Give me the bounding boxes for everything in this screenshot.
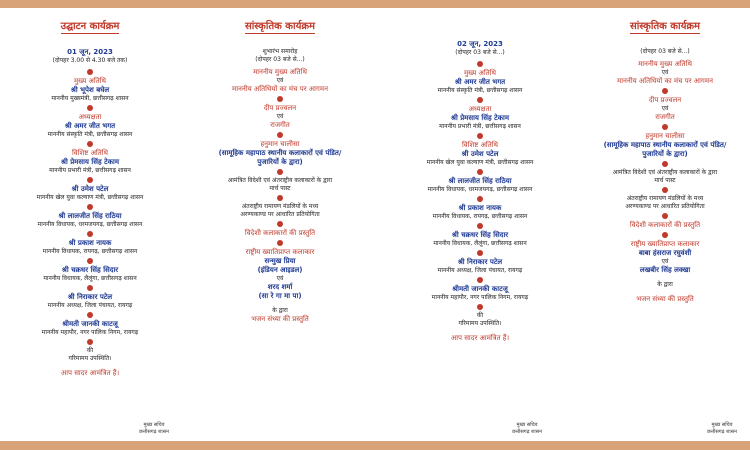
signature-title: मुख्य सचिव [516,422,538,428]
bullet-dot [477,304,483,310]
bullet-dot [662,161,668,167]
program-line: राजगीत [655,113,675,121]
program-line: हनुमान चालीसा [260,140,300,148]
guest-entry [0,258,180,283]
bullet-dot [477,223,483,229]
program-list [180,68,380,324]
bullet-dot [87,258,93,264]
guest-name: श्री उमेश पटेल [71,185,109,193]
guest-role: अध्यक्षता [468,105,492,113]
program-line: एवं [276,77,284,84]
guest-designation: माननीय प्रभारी मंत्री, छत्तीसगढ़ शासन [439,123,521,130]
bullet-dot [477,250,483,256]
guest-name: श्री चक्रधर सिंह सिदार [451,231,509,239]
bullet-dot [87,141,93,147]
cultural-time: (दोपहर 03 बजे से...) [255,56,305,63]
guest-name: श्री अमर जीत भगत [64,122,116,130]
guest-designation: माननीय अध्यक्ष, जिला पंचायत, रायगढ़ [437,267,523,274]
program-line: (सामूहिक महापाठ स्थानीय कलाकारों एवं पंडित/ [218,149,342,157]
guest-entry [380,97,580,131]
guest-entry [0,105,180,139]
guest-entry [0,231,180,256]
guest-name: श्री लालजीत सिंह राठिया [448,177,512,185]
cultural-time: (दोपहर 03 बजे से...) [640,48,690,55]
program-line: एवं [661,69,669,76]
inauguration-column [0,14,180,378]
bullet-dot [87,105,93,111]
guest-entry [380,196,580,221]
guest-name: श्री लालजीत सिंह राठिया [58,212,122,220]
bullet-dot [277,132,283,138]
guest-name: श्री प्रकाश नायक [458,204,502,212]
ki-text: की [476,312,484,319]
guest-entry [0,141,180,175]
bottom-border [0,441,750,450]
guest-name: श्री प्रेमसाय सिंह टेकाम [60,158,120,166]
guest-entry [380,169,580,194]
guest-designation: माननीय विधायक, धरमजयगढ़, छत्तीसगढ़ शासन [37,221,143,228]
guest-name: श्री अमर जीत भगत [454,78,506,86]
guest-role: मुख्य अतिथि [73,77,106,85]
program-line: माननीय अतिथियों का मंच पर आगमन [232,85,328,93]
day-two-cultural-column [580,14,750,304]
program-line: के द्वारा [657,281,673,288]
program-line: आमंत्रित विदेशी एवं अंतराष्ट्रीय कलाकारों के द्वारा [227,177,333,184]
guest-name: श्री निराकार पटेल [457,258,503,266]
signature-block [505,422,549,436]
bullet-dot [277,195,283,201]
bullet-dot [662,213,668,219]
guest-designation: माननीय विधायक, रायगढ़, छत्तीसगढ़ शासन [432,213,528,220]
guest-designation: माननीय खेल युवा कल्याण मंत्री, छत्तीसगढ़ शासन [36,194,144,201]
presence-text: गरिमामय उपस्थिति। [458,320,502,327]
day-two-time: (दोपहर 03 बजे से...) [455,49,505,56]
guest-designation: माननीय मुख्यमंत्री, छत्तीसगढ़ शासन [51,95,129,102]
program-line: (सा रे गा मा पा) [258,292,302,300]
top-border [0,0,750,8]
cultural-heading: सांस्कृतिक कार्यक्रम [630,18,700,34]
guest-entry [0,177,180,202]
program-line: पुजारियों के द्वारा) [642,150,688,158]
guest-name: श्री उमेश पटेल [461,150,499,158]
program-line: (इंडियन आइडल) [257,266,303,274]
inauguration-heading: उद्घाटन कार्यक्रम [61,18,120,34]
guest-list [380,61,580,302]
program-line: भजन संध्या की प्रस्तुति [251,315,309,323]
program-line: राजगीत [270,121,290,129]
program-line: मार्च पास्ट [269,185,291,192]
program-line: राष्ट्रीय ख्यातिप्राप्त कलाकार [630,240,700,248]
guest-role: विशिष्ट अतिथि [71,149,109,157]
program-line: एवं [661,105,669,112]
guest-entry [0,285,180,310]
bullet-dot [87,312,93,318]
guest-designation: माननीय खेल युवा कल्याण मंत्री, छत्तीसगढ़ शासन [426,159,534,166]
guest-entry [380,133,580,167]
guest-designation: माननीय संस्कृति मंत्री, छत्तीसगढ़ शासन [437,87,523,94]
signature-org: छत्तीसगढ़ शासन [512,429,542,435]
program-line: एवं [661,258,669,265]
program-line: एवं [276,275,284,282]
program-line: शरद शर्मा [267,283,293,291]
program-line: आमंत्रित विदेशी एवं अंतराष्ट्रीय कलाकारों के द्वारा [612,169,718,176]
program-line: अंतराष्ट्रीय रामायण मंडलियों के मध्य [626,195,704,202]
guest-designation: माननीय विधायक, लैलूंगा, छत्तीसगढ़ शासन [43,275,137,282]
program-line: राष्ट्रीय ख्यातिप्राप्त कलाकार [245,248,315,256]
bullet-dot [87,285,93,291]
signature-block [700,422,744,436]
program-line: पुजारियों के द्वारा) [257,158,303,166]
inauguration-date: 01 जून, 2023 [67,48,113,56]
program-line: अरण्यकाण्ड पर आधारित प्रतियोगिता [625,203,705,210]
guest-name: श्री प्रकाश नायक [68,239,112,247]
guest-designation: माननीय महापौर, नगर पालिक निगम, रायगढ़ [431,294,529,301]
guest-entry [0,69,180,103]
bullet-dot [477,97,483,103]
cultural-program-column [180,14,380,324]
cultural-heading: सांस्कृतिक कार्यक्रम [245,18,315,34]
program-line: बाबा हंसराज रघुवंशी [638,249,692,257]
guest-entry [380,61,580,95]
bullet-dot [662,88,668,94]
guest-designation: माननीय विधायक, लैलूंगा, छत्तीसगढ़ शासन [433,240,527,247]
program-line: (सामूहिक महापाठ स्थानीय कलाकारों एवं पंडित/ [603,141,727,149]
program-line: लखबीर सिंह लक्खा [639,266,691,274]
guest-designation: माननीय महापौर, नगर पालिक निगम, रायगढ़ [41,329,139,336]
guest-designation: माननीय अध्यक्ष, जिला पंचायत, रायगढ़ [47,302,133,309]
bullet-dot [87,204,93,210]
guest-designation: माननीय विधायक, रायगढ़, छत्तीसगढ़ शासन [42,248,138,255]
guest-list [0,69,180,337]
guest-designation: माननीय संस्कृति मंत्री, छत्तीसगढ़ शासन [47,131,133,138]
guest-role: विशिष्ट अतिथि [461,141,499,149]
signature-title: मुख्य सचिव [143,422,165,428]
bullet-dot [662,124,668,130]
guest-designation: माननीय विधायक, धरमजयगढ़, छत्तीसगढ़ शासन [427,186,533,193]
invite-text: आप सादर आमंत्रित हैं। [60,369,120,377]
guest-role: मुख्य अतिथि [463,69,496,77]
program-line: दीप प्रज्वलन [263,104,297,112]
program-line: के द्वारा [272,307,288,314]
bullet-dot [477,196,483,202]
bullet-dot [87,231,93,237]
ki-text: की [86,347,94,354]
bullet-dot [277,240,283,246]
bullet-dot [477,277,483,283]
program-line: विदेशी कलाकारों की प्रस्तुति [629,221,701,229]
guest-designation: माननीय प्रभारी मंत्री, छत्तीसगढ़ शासन [49,167,131,174]
invite-text: आप सादर आमंत्रित हैं। [450,334,510,342]
inauguration-time: (दोपहर 3.00 से 4.30 बजे तक) [52,57,128,64]
guest-name: श्री चक्रधर सिंह सिदार [61,266,119,274]
program-line: दीप प्रज्वलन [648,96,682,104]
signature-title: मुख्य सचिव [711,422,733,428]
bullet-dot [477,61,483,67]
bullet-dot [277,169,283,175]
day-two-date: 02 जून, 2023 [457,40,503,48]
guest-name: श्रीमती जानकी काटजू [62,320,118,328]
bullet-dot [662,232,668,238]
guest-entry [0,204,180,229]
program-line: विदेशी कलाकारों की प्रस्तुति [244,229,316,237]
guest-entry [0,312,180,337]
program-line: मार्च पास्ट [654,177,676,184]
bullet-dot [277,221,283,227]
bullet-dot [477,169,483,175]
opening-ceremony-text: शुभारंभ समारोह [262,48,298,55]
bullet-dot [662,187,668,193]
signature-block [132,422,176,436]
bullet-dot [477,133,483,139]
program-list [580,60,750,304]
day-two-column [380,14,580,343]
guest-name: श्री प्रेमसाय सिंह टेकाम [450,114,510,122]
guest-name: श्री भूपेश बघेल [70,86,110,94]
guest-entry [380,223,580,248]
program-line: माननीय मुख्य अतिथि [253,68,307,76]
presence-text: गरिमामय उपस्थिति। [68,355,112,362]
bullet-dot [277,96,283,102]
bullet-dot [87,69,93,75]
program-line: अरण्यकाण्ड पर आधारित प्रतियोगिता [240,211,320,218]
program-line: सन्मुख प्रिया [264,257,296,265]
guest-entry [380,277,580,302]
guest-name: श्री निराकार पटेल [67,293,113,301]
program-line: भजन संध्या की प्रस्तुति [636,295,694,303]
program-line: अंतराष्ट्रीय रामायण मंडलियों के मध्य [241,203,319,210]
signature-org: छत्तीसगढ़ शासन [139,429,169,435]
guest-entry [380,250,580,275]
guest-role: अध्यक्षता [78,113,102,121]
bullet-dot [87,339,93,345]
signature-org: छत्तीसगढ़ शासन [707,429,737,435]
program-line: माननीय मुख्य अतिथि [638,60,692,68]
bullet-dot [87,177,93,183]
program-line: हनुमान चालीसा [645,132,685,140]
guest-name: श्रीमती जानकी काटजू [452,285,508,293]
program-line: माननीय अतिथियों का मंच पर आगमन [617,77,713,85]
program-line: एवं [276,113,284,120]
